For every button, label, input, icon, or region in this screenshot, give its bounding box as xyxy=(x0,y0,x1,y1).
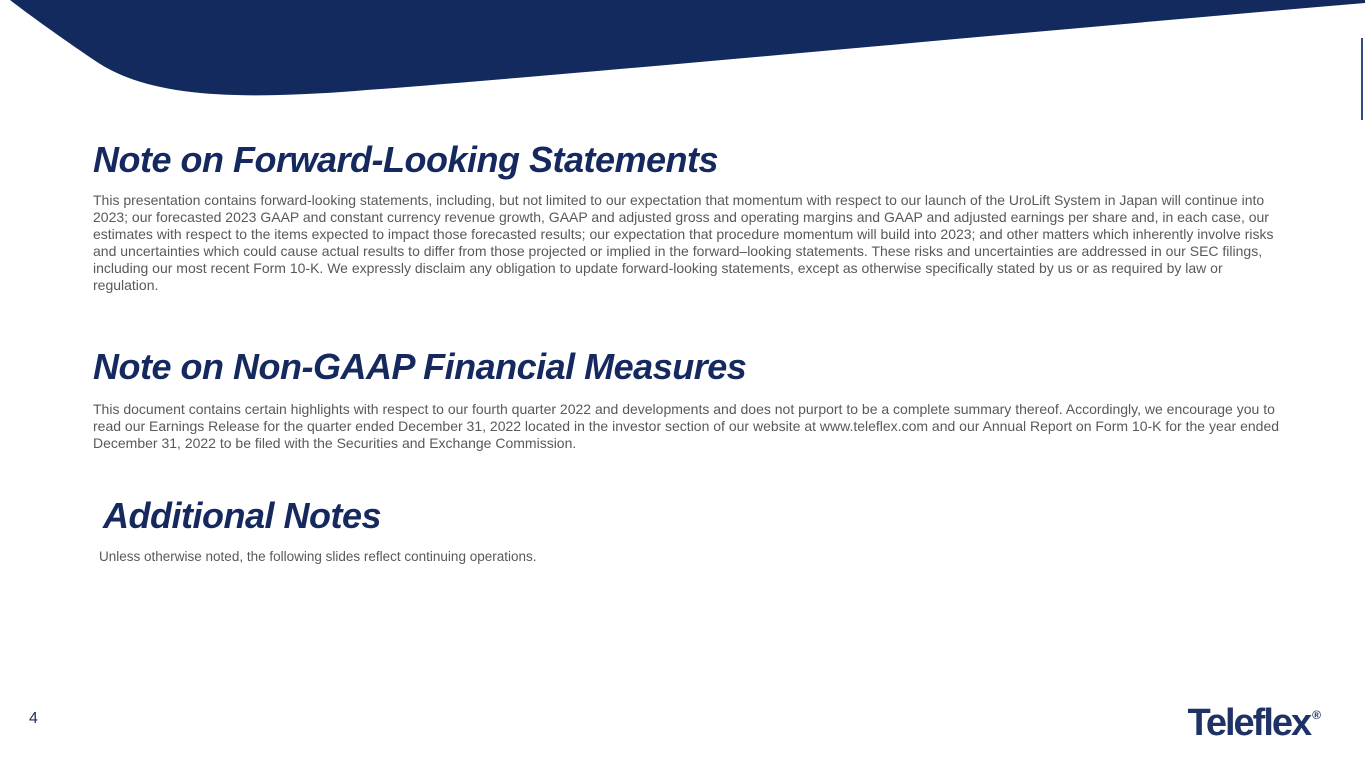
section-body-additional-notes: Unless otherwise noted, the following slides reflect continuing operations. xyxy=(99,549,537,564)
section-heading-non-gaap: Note on Non-GAAP Financial Measures xyxy=(93,346,747,387)
section-heading-additional-notes: Additional Notes xyxy=(103,495,381,536)
page-number: 4 xyxy=(29,710,38,727)
teleflex-logo-wordmark: Teleflex xyxy=(1187,702,1311,744)
section-heading-forward-looking: Note on Forward-Looking Statements xyxy=(93,139,719,180)
section-forward-looking xyxy=(93,140,1278,294)
section-non-gaap xyxy=(93,347,1283,452)
teleflex-logo xyxy=(1187,702,1321,745)
section-body-non-gaap: This document contains certain highlights with respect to our fourth quarter 2022 and developments and does not purport to be a complete summary thereof. Accordingly, we encourage you to read our Earnings Release for the quarter ended December 31, 2022 located in the investor section of our website at www.teleflex.com and our Annual Report on Form 10-K for the year ended December 31, 2022 to be filed with the Securities and Exchange Commission. xyxy=(93,401,1280,451)
right-edge-accent-line xyxy=(1361,38,1363,120)
banner-swoosh-shape xyxy=(0,0,1365,130)
section-body-forward-looking: This presentation contains forward-looking statements, including, but not limited to our expectation that momentum with respect to our launch of the UroLift System in Japan will continue into 2023; our forecasted 2023 GAAP and constant currency revenue growth, GAAP and adjusted gross and operating margins and GAAP and adjusted earnings per share and, in each case, our estimates with respect to the items expected to impact those forecasted results; our expectation that procedure momentum will build into 2023; and other matters which inherently involve risks and uncertainties which could cause actual results to differ from those projected or implied in the forward–looking statements. These risks and uncertainties are addressed in our SEC filings, including our most recent Form 10-K. We expressly disclaim any obligation to update forward-looking statements, except as otherwise specifically stated by us or as required by law or regulation. xyxy=(93,192,1274,293)
section-additional-notes xyxy=(99,496,1199,565)
registered-trademark-symbol: ® xyxy=(1312,708,1321,722)
